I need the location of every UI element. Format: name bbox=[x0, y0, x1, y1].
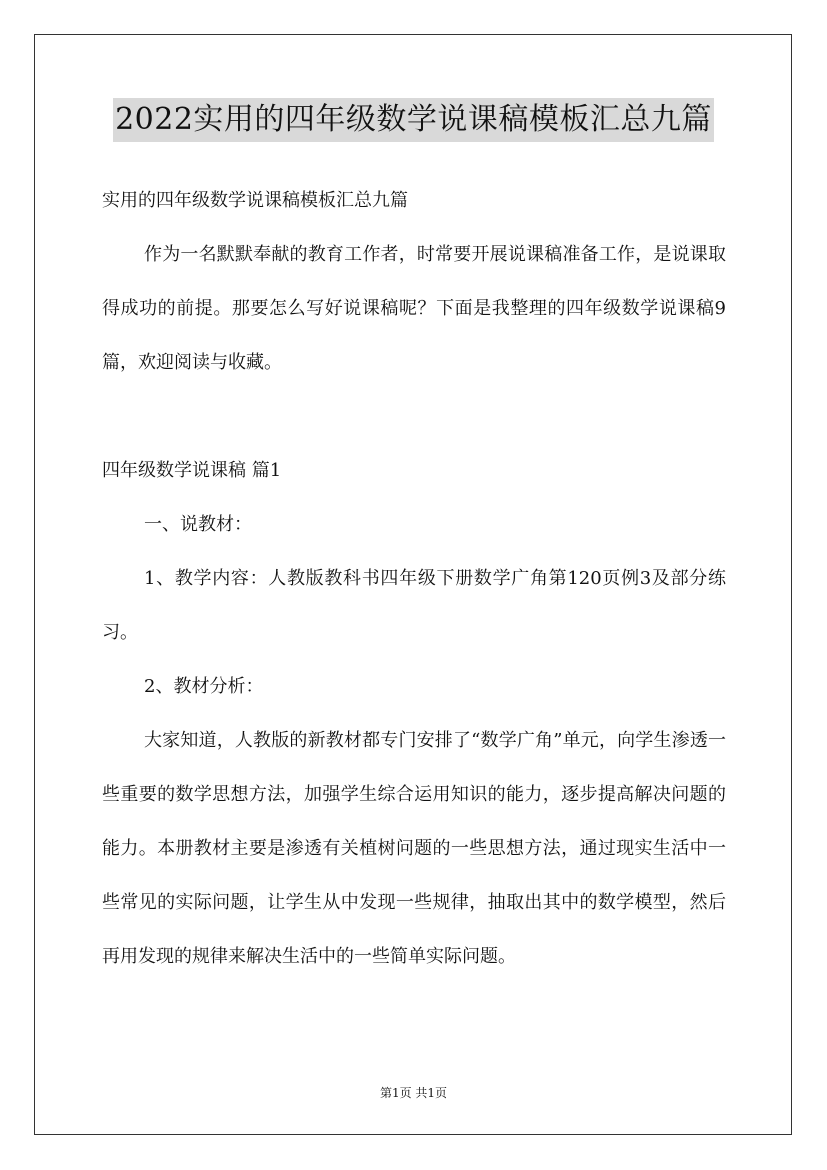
section-item-teaching-content: 1、教学内容：人教版教科书四年级下册数学广角第120页例3及部分练习。 bbox=[102, 568, 726, 643]
page-footer: 第1页 共1页 bbox=[379, 1086, 448, 1100]
title-container bbox=[0, 98, 827, 142]
section-item-material-analysis: 2、教材分析： bbox=[144, 676, 264, 697]
section-item-teaching-material: 一、说教材： bbox=[144, 514, 252, 535]
section-heading: 四年级数学说课稿 篇1 bbox=[102, 460, 282, 481]
paragraph-gap bbox=[102, 390, 726, 444]
document-body bbox=[102, 174, 726, 984]
analysis-paragraph: 大家知道，人教版的新教材都专门安排了“数学广角”单元，向学生渗透一些重要的数学思想方法，加强学生综合运用知识的能力，逐步提高解决问题的能力。本册教材主要是渗透有关植树问题的一些思想方法，通过现实生活中一些常见的实际问题，让学生从中发现一些规律，抽取出其中的数学模型，然后再用发现的规律来解决生活中的一些简单实际问题。 bbox=[102, 730, 726, 967]
document-title: 2022实用的四年级数学说课稿模板汇总九篇 bbox=[113, 98, 714, 142]
document-subtitle: 实用的四年级数学说课稿模板汇总九篇 bbox=[102, 190, 408, 211]
intro-paragraph: 作为一名默默奉献的教育工作者，时常要开展说课稿准备工作，是说课取得成功的前提。那要怎么写好说课稿呢？下面是我整理的四年级数学说课稿9篇，欢迎阅读与收藏。 bbox=[102, 244, 726, 373]
